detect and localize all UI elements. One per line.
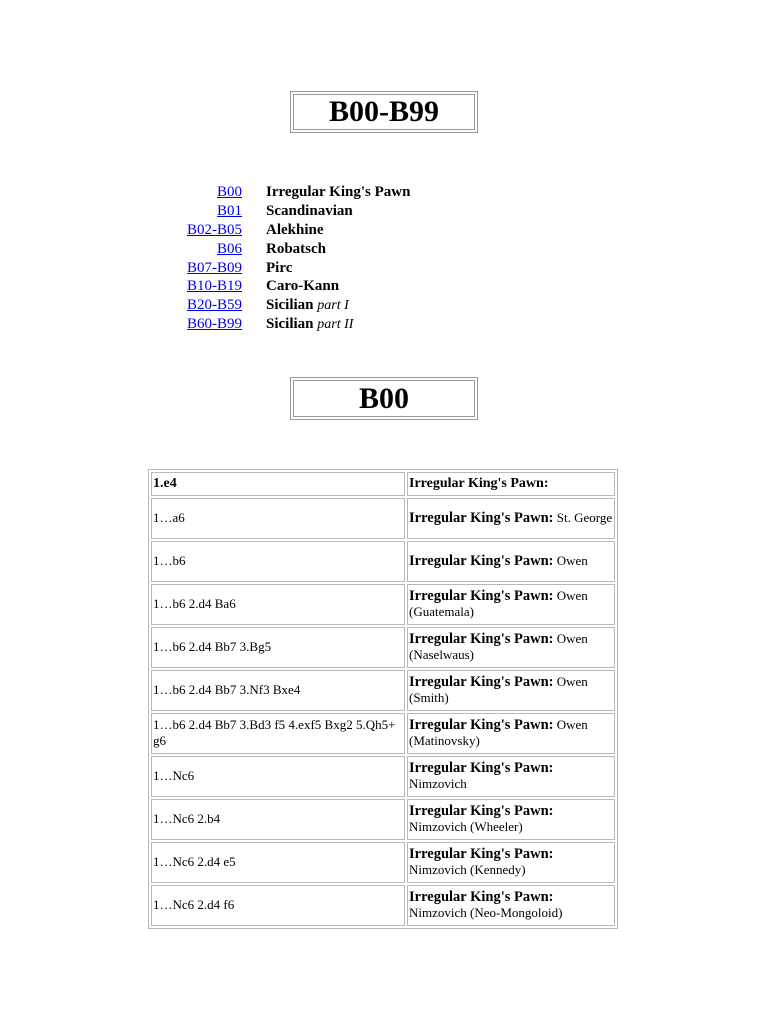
opening-name: Irregular King's Pawn: — [409, 674, 554, 690]
header-move: 1.e4 — [151, 472, 405, 496]
table-row — [151, 756, 615, 797]
opening-cell — [407, 498, 615, 539]
toc-name-cell — [266, 258, 410, 277]
toc-row — [160, 183, 410, 202]
opening-name: Irregular King's Pawn: — [409, 803, 554, 819]
toc-link-b20-b59[interactable]: B20-B59 — [186, 297, 242, 314]
toc-link-b06[interactable]: B06 — [216, 240, 242, 257]
toc-name-cell — [266, 277, 410, 296]
move-cell: 1…b6 2.d4 Bb7 3.Bd3 f5 4.exf5 Bxg2 5.Qh5+ g6 — [151, 713, 405, 754]
move-cell: 1…b6 2.d4 Ba6 — [151, 584, 405, 625]
table-of-contents — [160, 183, 410, 334]
moves-table-header — [151, 472, 615, 496]
toc-link-b10-b19[interactable]: B10-B19 — [186, 278, 242, 295]
table-row — [151, 799, 615, 840]
toc-code-cell — [160, 315, 266, 334]
toc-part-label: part I — [317, 297, 349, 313]
moves-table — [148, 469, 618, 929]
toc-name-cell — [266, 221, 410, 240]
toc-link-b60-b99[interactable]: B60-B99 — [186, 316, 242, 333]
toc-opening-name: Irregular King's Pawn — [266, 184, 411, 201]
move-cell: 1…a6 — [151, 498, 405, 539]
main-title: B00-B99 — [293, 94, 475, 130]
toc-row — [160, 239, 410, 258]
move-cell: 1…b6 2.d4 Bb7 3.Nf3 Bxe4 — [151, 670, 405, 711]
move-cell: 1…b6 — [151, 541, 405, 582]
toc-code-cell — [160, 183, 266, 202]
section-title: B00 — [293, 380, 475, 417]
opening-cell — [407, 885, 615, 926]
toc-name-cell — [266, 315, 410, 334]
toc-code-cell — [160, 277, 266, 296]
toc-code-cell — [160, 296, 266, 315]
opening-cell — [407, 756, 615, 797]
opening-cell — [407, 713, 615, 754]
toc-name-cell — [266, 239, 410, 258]
move-cell: 1…b6 2.d4 Bb7 3.Bg5 — [151, 627, 405, 668]
variation-name: Owen (Naselwaus) — [409, 631, 588, 662]
toc-row — [160, 258, 410, 277]
opening-cell — [407, 670, 615, 711]
toc-name-cell — [266, 296, 410, 315]
toc-code-cell — [160, 258, 266, 277]
move-cell: 1…Nc6 2.b4 — [151, 799, 405, 840]
variation-name: Nimzovich (Kennedy) — [409, 862, 526, 877]
toc-row — [160, 315, 410, 334]
toc-opening-name: Caro-Kann — [266, 278, 340, 295]
table-row — [151, 627, 615, 668]
table-row — [151, 670, 615, 711]
opening-name: Irregular King's Pawn: — [409, 846, 554, 862]
variation-name: Owen (Matinovsky) — [409, 717, 588, 748]
toc-link-b02-b05[interactable]: B02-B05 — [186, 221, 242, 238]
opening-cell — [407, 799, 615, 840]
toc-name-cell — [266, 183, 410, 202]
table-row — [151, 541, 615, 582]
main-title-box — [290, 91, 478, 133]
toc-row — [160, 221, 410, 240]
toc-code-cell — [160, 239, 266, 258]
table-row — [151, 584, 615, 625]
toc-code-cell — [160, 202, 266, 221]
variation-name: St. George — [556, 510, 613, 525]
opening-name: Irregular King's Pawn: — [409, 510, 554, 526]
variation-name: Nimzovich (Wheeler) — [409, 819, 523, 834]
table-row — [151, 885, 615, 926]
toc-code-cell — [160, 221, 266, 240]
toc-opening-name: Sicilian — [266, 315, 314, 332]
move-cell: 1…Nc6 2.d4 f6 — [151, 885, 405, 926]
opening-cell — [407, 584, 615, 625]
toc-link-b00[interactable]: B00 — [216, 184, 242, 201]
variation-name: Nimzovich — [409, 776, 467, 791]
opening-name: Irregular King's Pawn: — [409, 760, 554, 776]
opening-name: Irregular King's Pawn: — [409, 553, 554, 569]
toc-row — [160, 296, 410, 315]
toc-opening-name: Sicilian — [266, 296, 314, 313]
table-row — [151, 713, 615, 754]
variation-name: Owen — [556, 553, 588, 568]
toc-name-cell — [266, 202, 410, 221]
variation-name: Owen (Smith) — [409, 674, 588, 705]
opening-cell — [407, 541, 615, 582]
move-cell: 1…Nc6 2.d4 e5 — [151, 842, 405, 883]
toc-row — [160, 277, 410, 296]
toc-part-label: part II — [317, 316, 354, 332]
toc-link-b07-b09[interactable]: B07-B09 — [186, 259, 242, 276]
header-opening: Irregular King's Pawn: — [407, 472, 615, 496]
variation-name: Nimzovich (Neo-Mongoloid) — [409, 905, 563, 920]
table-row — [151, 498, 615, 539]
toc-opening-name: Scandinavian — [266, 203, 353, 220]
toc-opening-name: Robatsch — [266, 240, 327, 257]
toc-link-b01[interactable]: B01 — [216, 203, 242, 220]
table-row — [151, 842, 615, 883]
opening-name: Irregular King's Pawn: — [409, 889, 554, 905]
opening-name: Irregular King's Pawn: — [409, 631, 554, 647]
toc-opening-name: Alekhine — [266, 221, 324, 238]
toc-opening-name: Pirc — [266, 259, 293, 276]
section-title-box — [290, 377, 478, 420]
variation-name: Owen (Guatemala) — [409, 588, 588, 619]
move-cell: 1…Nc6 — [151, 756, 405, 797]
toc-row — [160, 202, 410, 221]
opening-name: Irregular King's Pawn: — [409, 588, 554, 604]
opening-name: Irregular King's Pawn: — [409, 717, 554, 733]
opening-cell — [407, 842, 615, 883]
opening-cell — [407, 627, 615, 668]
